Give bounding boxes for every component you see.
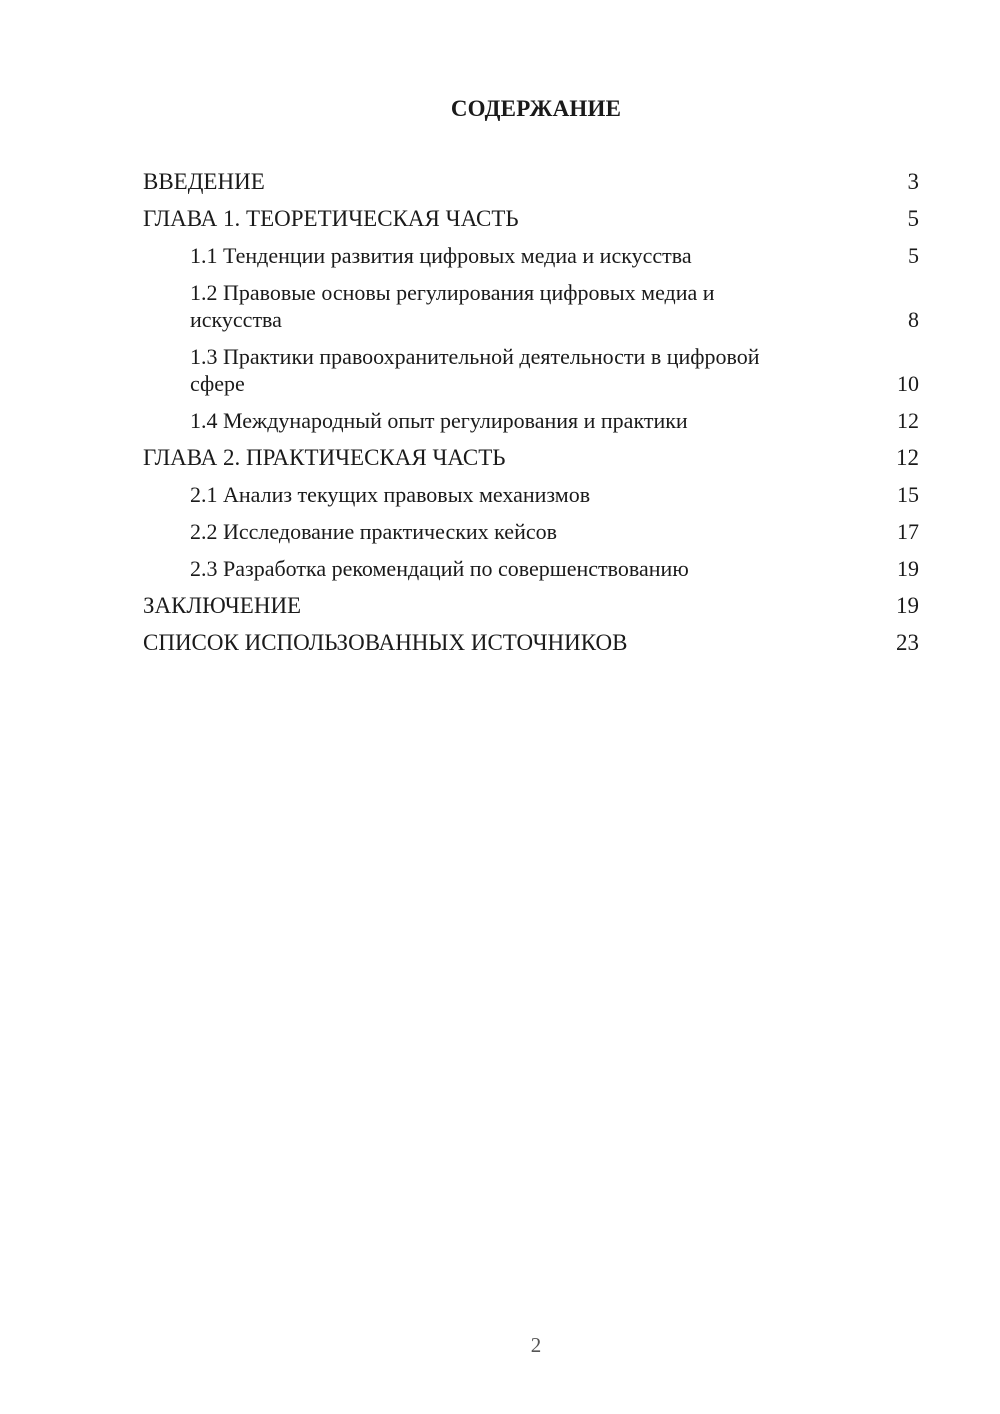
toc-entry-label: 2.3 Разработка рекомендаций по совершенствованию — [190, 556, 689, 581]
toc-entry-section-1-1[interactable] — [143, 242, 919, 269]
toc-entry-section-1-4[interactable] — [143, 407, 919, 434]
table-of-contents — [143, 168, 919, 666]
toc-entry-section-2-3[interactable] — [143, 555, 919, 582]
toc-entry-page: 15 — [897, 482, 919, 507]
toc-title: СОДЕРЖАНИЕ — [450, 96, 622, 121]
toc-entry-chapter-1[interactable] — [143, 205, 919, 232]
toc-entry-conclusion[interactable] — [143, 592, 919, 619]
toc-entry-page: 19 — [897, 556, 919, 581]
toc-entry-page: 19 — [896, 593, 919, 618]
toc-entry-section-2-2[interactable] — [143, 518, 919, 545]
toc-entry-chapter-2[interactable] — [143, 444, 919, 471]
toc-entry-label: 2.2 Исследование практических кейсов — [190, 519, 557, 544]
toc-entry-page: 12 — [897, 408, 919, 433]
toc-entry-page: 10 — [897, 371, 919, 396]
toc-entry-label: ЗАКЛЮЧЕНИЕ — [143, 593, 302, 618]
toc-entry-label: СПИСОК ИСПОЛЬЗОВАННЫХ ИСТОЧНИКОВ — [143, 630, 628, 655]
toc-entry-page: 8 — [908, 307, 919, 332]
toc-entry-label: 1.2 Правовые основы регулирования цифровых медиа и искусства — [190, 280, 715, 332]
toc-entry-label: ВВЕДЕНИЕ — [143, 169, 265, 194]
toc-entry-page: 17 — [897, 519, 919, 544]
toc-entry-introduction[interactable] — [143, 168, 919, 195]
toc-entry-page: 12 — [896, 445, 919, 470]
toc-entry-section-1-3[interactable] — [143, 343, 919, 397]
toc-entry-label: ГЛАВА 1. ТЕОРЕТИЧЕСКАЯ ЧАСТЬ — [143, 206, 519, 231]
toc-entry-label: 2.1 Анализ текущих правовых механизмов — [190, 482, 591, 507]
toc-entry-references[interactable] — [143, 629, 919, 656]
toc-entry-page: 23 — [896, 630, 919, 655]
toc-entry-label: 1.3 Практики правоохранительной деятельности в цифровой сфере — [190, 344, 760, 396]
toc-entry-section-1-2[interactable] — [143, 279, 919, 333]
page-number: 2 — [530, 1333, 542, 1357]
toc-entry-label: 1.4 Международный опыт регулирования и практики — [190, 408, 688, 433]
toc-entry-label: 1.1 Тенденции развития цифровых медиа и искусства — [190, 243, 692, 268]
toc-entry-page: 5 — [908, 243, 919, 268]
toc-entry-page: 5 — [907, 206, 919, 231]
toc-entry-label: ГЛАВА 2. ПРАКТИЧЕСКАЯ ЧАСТЬ — [143, 445, 506, 470]
toc-entry-section-2-1[interactable] — [143, 481, 919, 508]
toc-entry-page: 3 — [907, 169, 919, 194]
